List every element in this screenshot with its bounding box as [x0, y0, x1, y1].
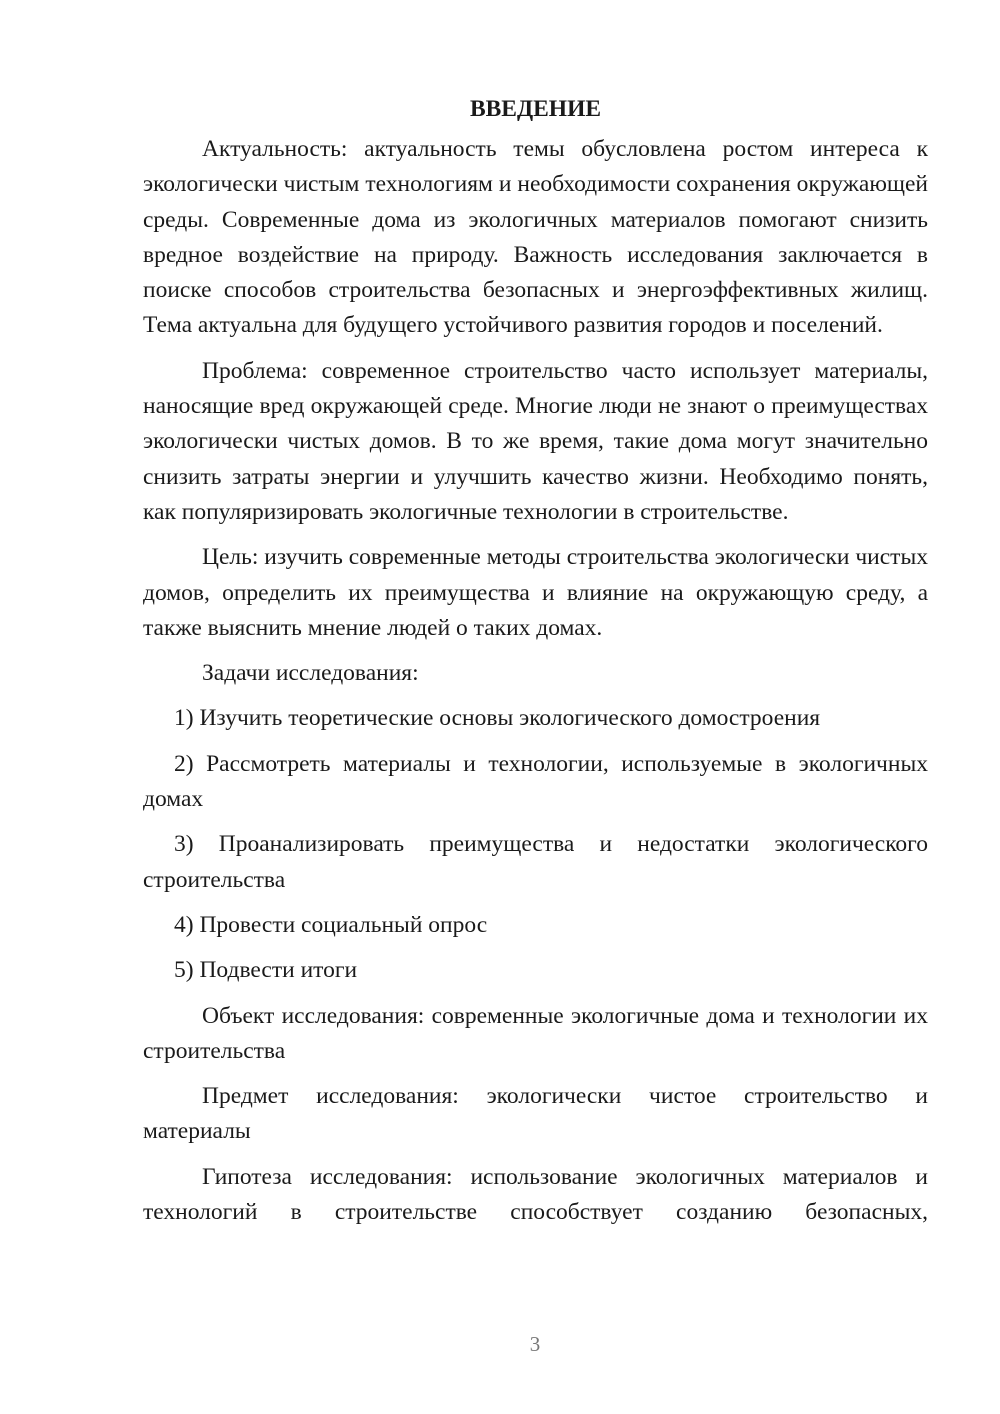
section-heading: ВВЕДЕНИЕ — [469, 96, 602, 122]
task-item-5: 5) Подвести итоги — [174, 957, 358, 984]
task-item-1: 1) Изучить теоретические основы экологического домостроения — [174, 705, 821, 732]
paragraph-hypothesis: Гипотеза исследования: использование экологичных материалов и технологий в строительстве способствует созданию безопасных, — [143, 1163, 928, 1226]
page-number: 3 — [529, 1332, 541, 1356]
paragraph-subject: Предмет исследования: экологически чистое строительство и материалы — [143, 1083, 928, 1145]
task-item-3: 3) Проанализировать преимущества и недостатки экологического строительства — [143, 831, 928, 893]
paragraph-goal: Цель: изучить современные методы строительства экологически чистых домов, определить их преимущества и влияние на окружающую среду, а также выяснить мнение людей о таких домах. — [143, 544, 928, 641]
paragraph-tasks-intro: Задачи исследования: — [202, 660, 419, 687]
paragraph-object: Объект исследования: современные экологичные дома и технологии их строительства — [143, 1002, 928, 1064]
paragraph-relevance: Актуальность: актуальность темы обусловлена ростом интереса к экологически чистым технологиям и необходимости сохранения окружающей среды. Современные дома из экологичных материалов помогают снизить вредное воздействие на природу. Важность исследования заключается в поиске способов строительства безопасных и энергоэффективных жилищ. Тема актуальна для будущего устойчивого развития городов и поселений. — [143, 136, 928, 339]
task-item-4: 4) Провести социальный опрос — [174, 911, 488, 938]
task-item-2: 2) Рассмотреть материалы и технологии, используемые в экологичных домах — [143, 750, 928, 813]
paragraph-problem: Проблема: современное строительство часто использует материалы, наносящие вред окружающей среде. Многие люди не знают о преимуществах экологически чистых домов. В то же время, такие дома могут значительно снизить затраты энергии и улучшить качество жизни. Необходимо понять, как популяризировать экологичные технологии в строительстве. — [143, 357, 928, 525]
page-content — [143, 92, 928, 1230]
